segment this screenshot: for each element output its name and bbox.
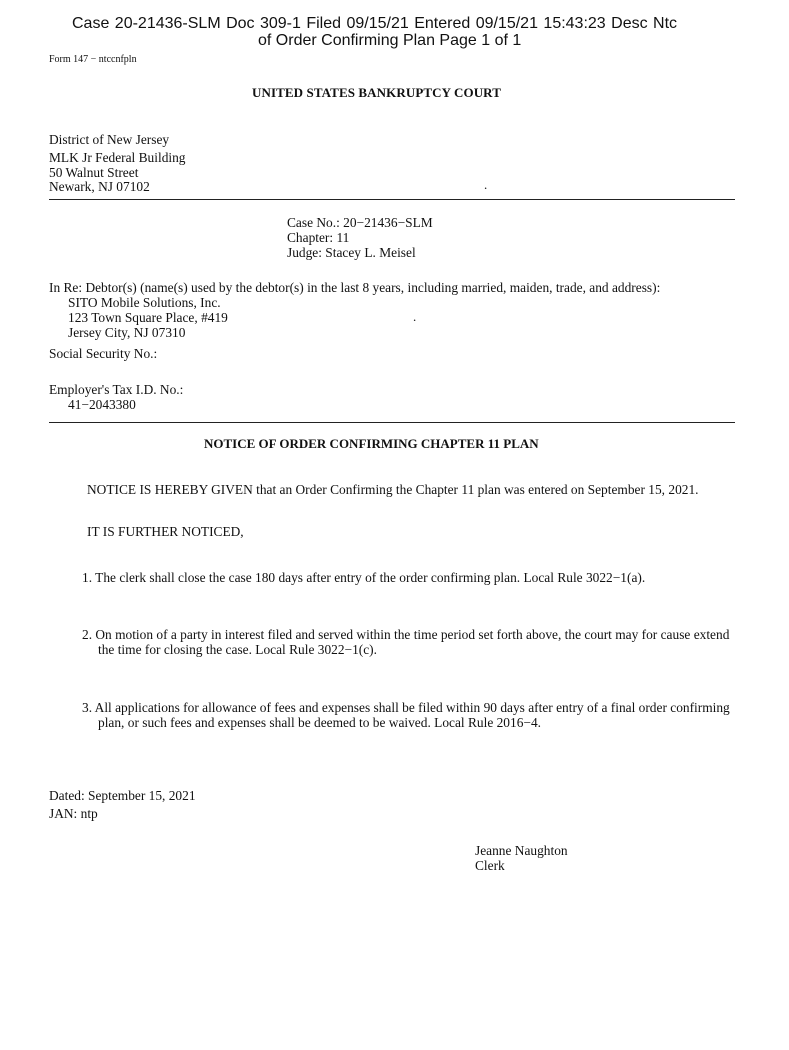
- court-street: 50 Walnut Street: [49, 165, 139, 180]
- form-id: Form 147 − ntccnfpln: [49, 54, 137, 65]
- clerk-name: Jeanne Naughton: [475, 843, 568, 858]
- notice-title: NOTICE OF ORDER CONFIRMING CHAPTER 11 PLAN: [204, 436, 539, 451]
- case-chapter: Chapter: 11: [287, 230, 350, 245]
- filing-stamp-line-1: Case 20-21436-SLM Doc 309-1 Filed 09/15/21 Entered 09/15/21 15:43:23 Desc Ntc: [72, 15, 678, 32]
- initials: JAN: ntp: [49, 806, 98, 821]
- debtor-city: Jersey City, NJ 07310: [68, 325, 186, 340]
- notice-item-3: 3. All applications for allowance of fees and expenses shall be filed within 90 days after entry of a final order confirming plan, or such fees and expenses shall be deemed to be waived. Local Rule 2016−4.: [82, 700, 730, 730]
- case-judge: Judge: Stacey L. Meisel: [287, 245, 416, 260]
- court-district: District of New Jersey: [49, 132, 170, 147]
- filing-stamp-line-2: of Order Confirming Plan Page 1 of 1: [258, 32, 522, 49]
- divider-top: [49, 199, 735, 200]
- tax-id-value: 41−2043380: [68, 397, 136, 412]
- debtor-street: 123 Town Square Place, #419: [68, 310, 228, 325]
- clerk-title: Clerk: [475, 858, 505, 873]
- notice-item-1: 1. The clerk shall close the case 180 days after entry of the order confirming plan. Local Rule 3022−1(a).: [82, 570, 646, 585]
- court-title: UNITED STATES BANKRUPTCY COURT: [252, 85, 501, 100]
- notice-paragraph: NOTICE IS HEREBY GIVEN that an Order Confirming the Chapter 11 plan was entered on September 15, 2021.: [87, 482, 699, 497]
- debtor-address-dot: .: [413, 309, 417, 324]
- debtor-intro: In Re: Debtor(s) (name(s) used by the debtor(s) in the last 8 years, including married, maiden, trade, and address):: [49, 280, 661, 295]
- court-address-dot: .: [484, 177, 488, 192]
- further-noticed: IT IS FURTHER NOTICED,: [87, 524, 244, 539]
- case-number: Case No.: 20−21436−SLM: [287, 215, 433, 230]
- notice-item-2: 2. On motion of a party in interest filed and served within the time period set forth above, the court may for cause extend the time for closing the case. Local Rule 3022−1(c).: [82, 627, 730, 657]
- tax-id-label: Employer's Tax I.D. No.:: [49, 382, 184, 397]
- ssn-label: Social Security No.:: [49, 346, 158, 361]
- debtor-name: SITO Mobile Solutions, Inc.: [68, 295, 221, 310]
- court-city: Newark, NJ 07102: [49, 179, 150, 194]
- divider-bottom: [49, 422, 735, 423]
- dated: Dated: September 15, 2021: [49, 788, 196, 803]
- court-building: MLK Jr Federal Building: [49, 150, 186, 165]
